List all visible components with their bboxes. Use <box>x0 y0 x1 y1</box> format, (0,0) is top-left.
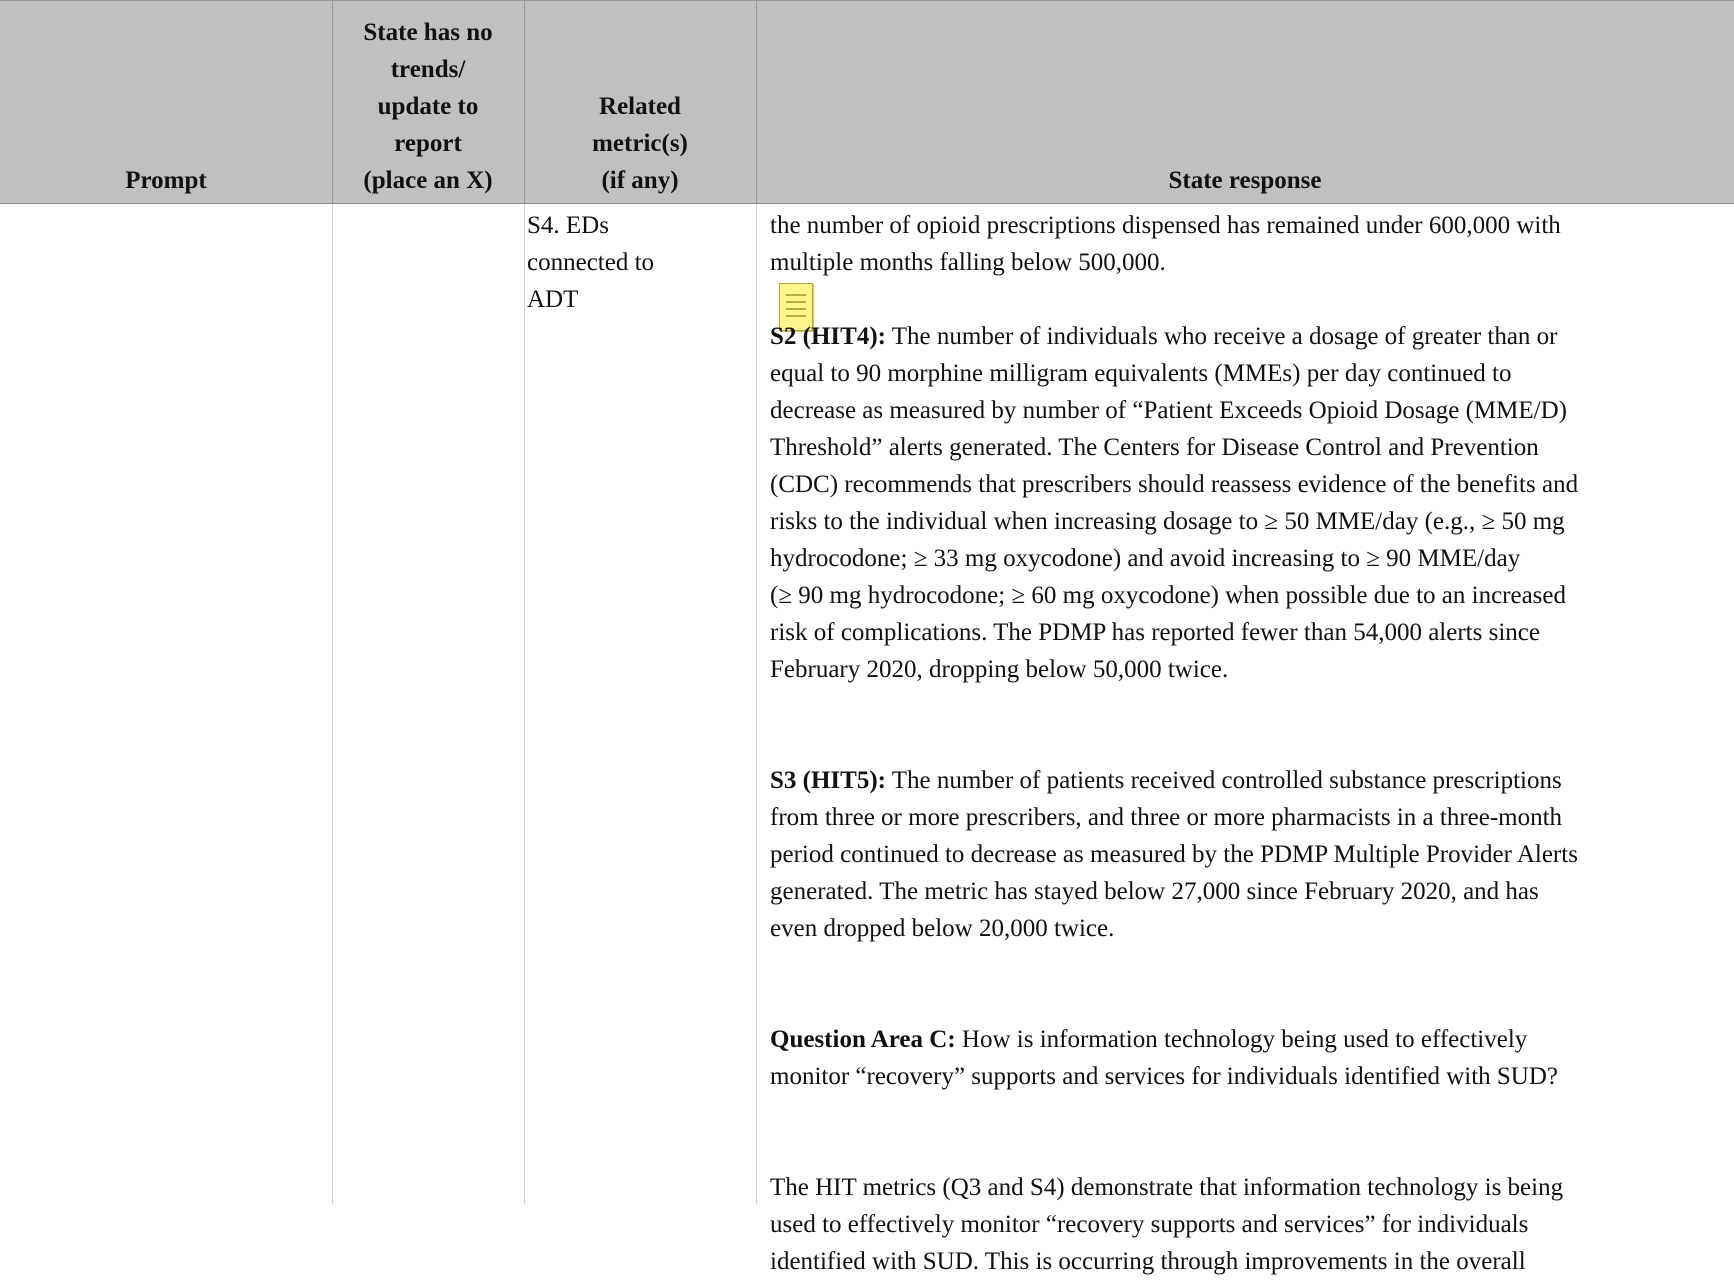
related-metric-line: S4. EDs <box>527 212 609 239</box>
response-line: The number of individuals who receive a dosage of greater than or <box>885 323 1558 350</box>
response-line: How is information technology being used to effectively <box>955 1026 1528 1053</box>
s3-paragraph-start <box>770 762 1730 799</box>
cell-prompt <box>0 205 332 1204</box>
response-line: risk of complications. The PDMP has reported fewer than 54,000 alerts since <box>770 619 1540 646</box>
response-line: (CDC) recommends that prescribers should reassess evidence of the benefits and <box>770 471 1579 498</box>
response-line: monitor “recovery” supports and services for individuals identified with SUD? <box>770 1063 1559 1090</box>
column-divider <box>332 0 333 204</box>
response-line: risks to the individual when increasing dosage to ≥ 50 MME/day (e.g., ≥ 50 mg <box>770 508 1565 535</box>
header-no-trends-line: (place an X) <box>363 167 493 194</box>
s2-paragraph-start <box>770 318 1730 355</box>
response-line: The HIT metrics (Q3 and S4) demonstrate that information technology is being <box>770 1174 1564 1201</box>
response-line: the number of opioid prescriptions dispensed has remained under 600,000 with <box>770 212 1561 239</box>
related-metric-line: ADT <box>527 286 579 313</box>
response-line: used to effectively monitor “recovery supports and services” for individuals <box>770 1211 1529 1238</box>
response-line: (≥ 90 mg hydrocodone; ≥ 60 mg oxycodone) when possible due to an increased <box>770 582 1567 609</box>
table-header <box>0 0 1734 204</box>
header-related-line: Related <box>599 93 681 120</box>
header-no-trends <box>332 1 524 205</box>
column-divider <box>756 204 757 1204</box>
response-line: equal to 90 morphine milligram equivalents (MMEs) per day continued to <box>770 360 1512 387</box>
header-no-trends-line: update to <box>377 93 479 120</box>
question-area-c-label: Question Area C: <box>770 1026 956 1053</box>
column-divider <box>524 204 525 1204</box>
response-line: period continued to decrease as measured by the PDMP Multiple Provider Alerts <box>770 841 1578 868</box>
header-related-metrics <box>524 1 756 205</box>
response-line: hydrocodone; ≥ 33 mg oxycodone) and avoid increasing to ≥ 90 MME/day <box>770 545 1521 572</box>
response-line: Threshold” alerts generated. The Centers for Disease Control and Prevention <box>770 434 1539 461</box>
s3-label: S3 (HIT5): <box>770 767 886 794</box>
header-state-response-label: State response <box>1168 167 1322 194</box>
cell-state-response <box>770 207 1730 1280</box>
header-state-response <box>756 1 1734 205</box>
response-line: generated. The metric has stayed below 27,000 since February 2020, and has <box>770 878 1539 905</box>
header-related-line: (if any) <box>601 167 679 194</box>
header-related-line: metric(s) <box>592 130 688 157</box>
response-line: decrease as measured by number of “Patient Exceeds Opioid Dosage (MME/D) <box>770 397 1567 424</box>
header-prompt-label: Prompt <box>125 167 207 194</box>
s2-label: S2 (HIT4): <box>770 323 886 350</box>
header-no-trends-line: report <box>394 130 462 157</box>
response-line: multiple months falling below 500,000. <box>770 249 1166 276</box>
cell-related-metrics <box>527 207 747 318</box>
response-line: The number of patients received controlled substance prescriptions <box>885 767 1562 794</box>
related-metric-line: connected to <box>527 249 655 276</box>
question-area-c-start <box>770 1021 1730 1058</box>
header-no-trends-line: trends/ <box>390 56 466 83</box>
column-divider <box>756 0 757 204</box>
response-line: identified with SUD. This is occurring through improvements in the overall <box>770 1248 1526 1275</box>
response-line: from three or more prescribers, and three or more pharmacists in a three-month <box>770 804 1563 831</box>
header-no-trends-line: State has no <box>363 19 493 46</box>
cell-no-trends <box>333 205 524 1204</box>
response-line: even dropped below 20,000 twice. <box>770 915 1115 942</box>
header-prompt <box>0 1 332 205</box>
column-divider <box>524 0 525 204</box>
response-line: February 2020, dropping below 50,000 twice. <box>770 656 1229 683</box>
